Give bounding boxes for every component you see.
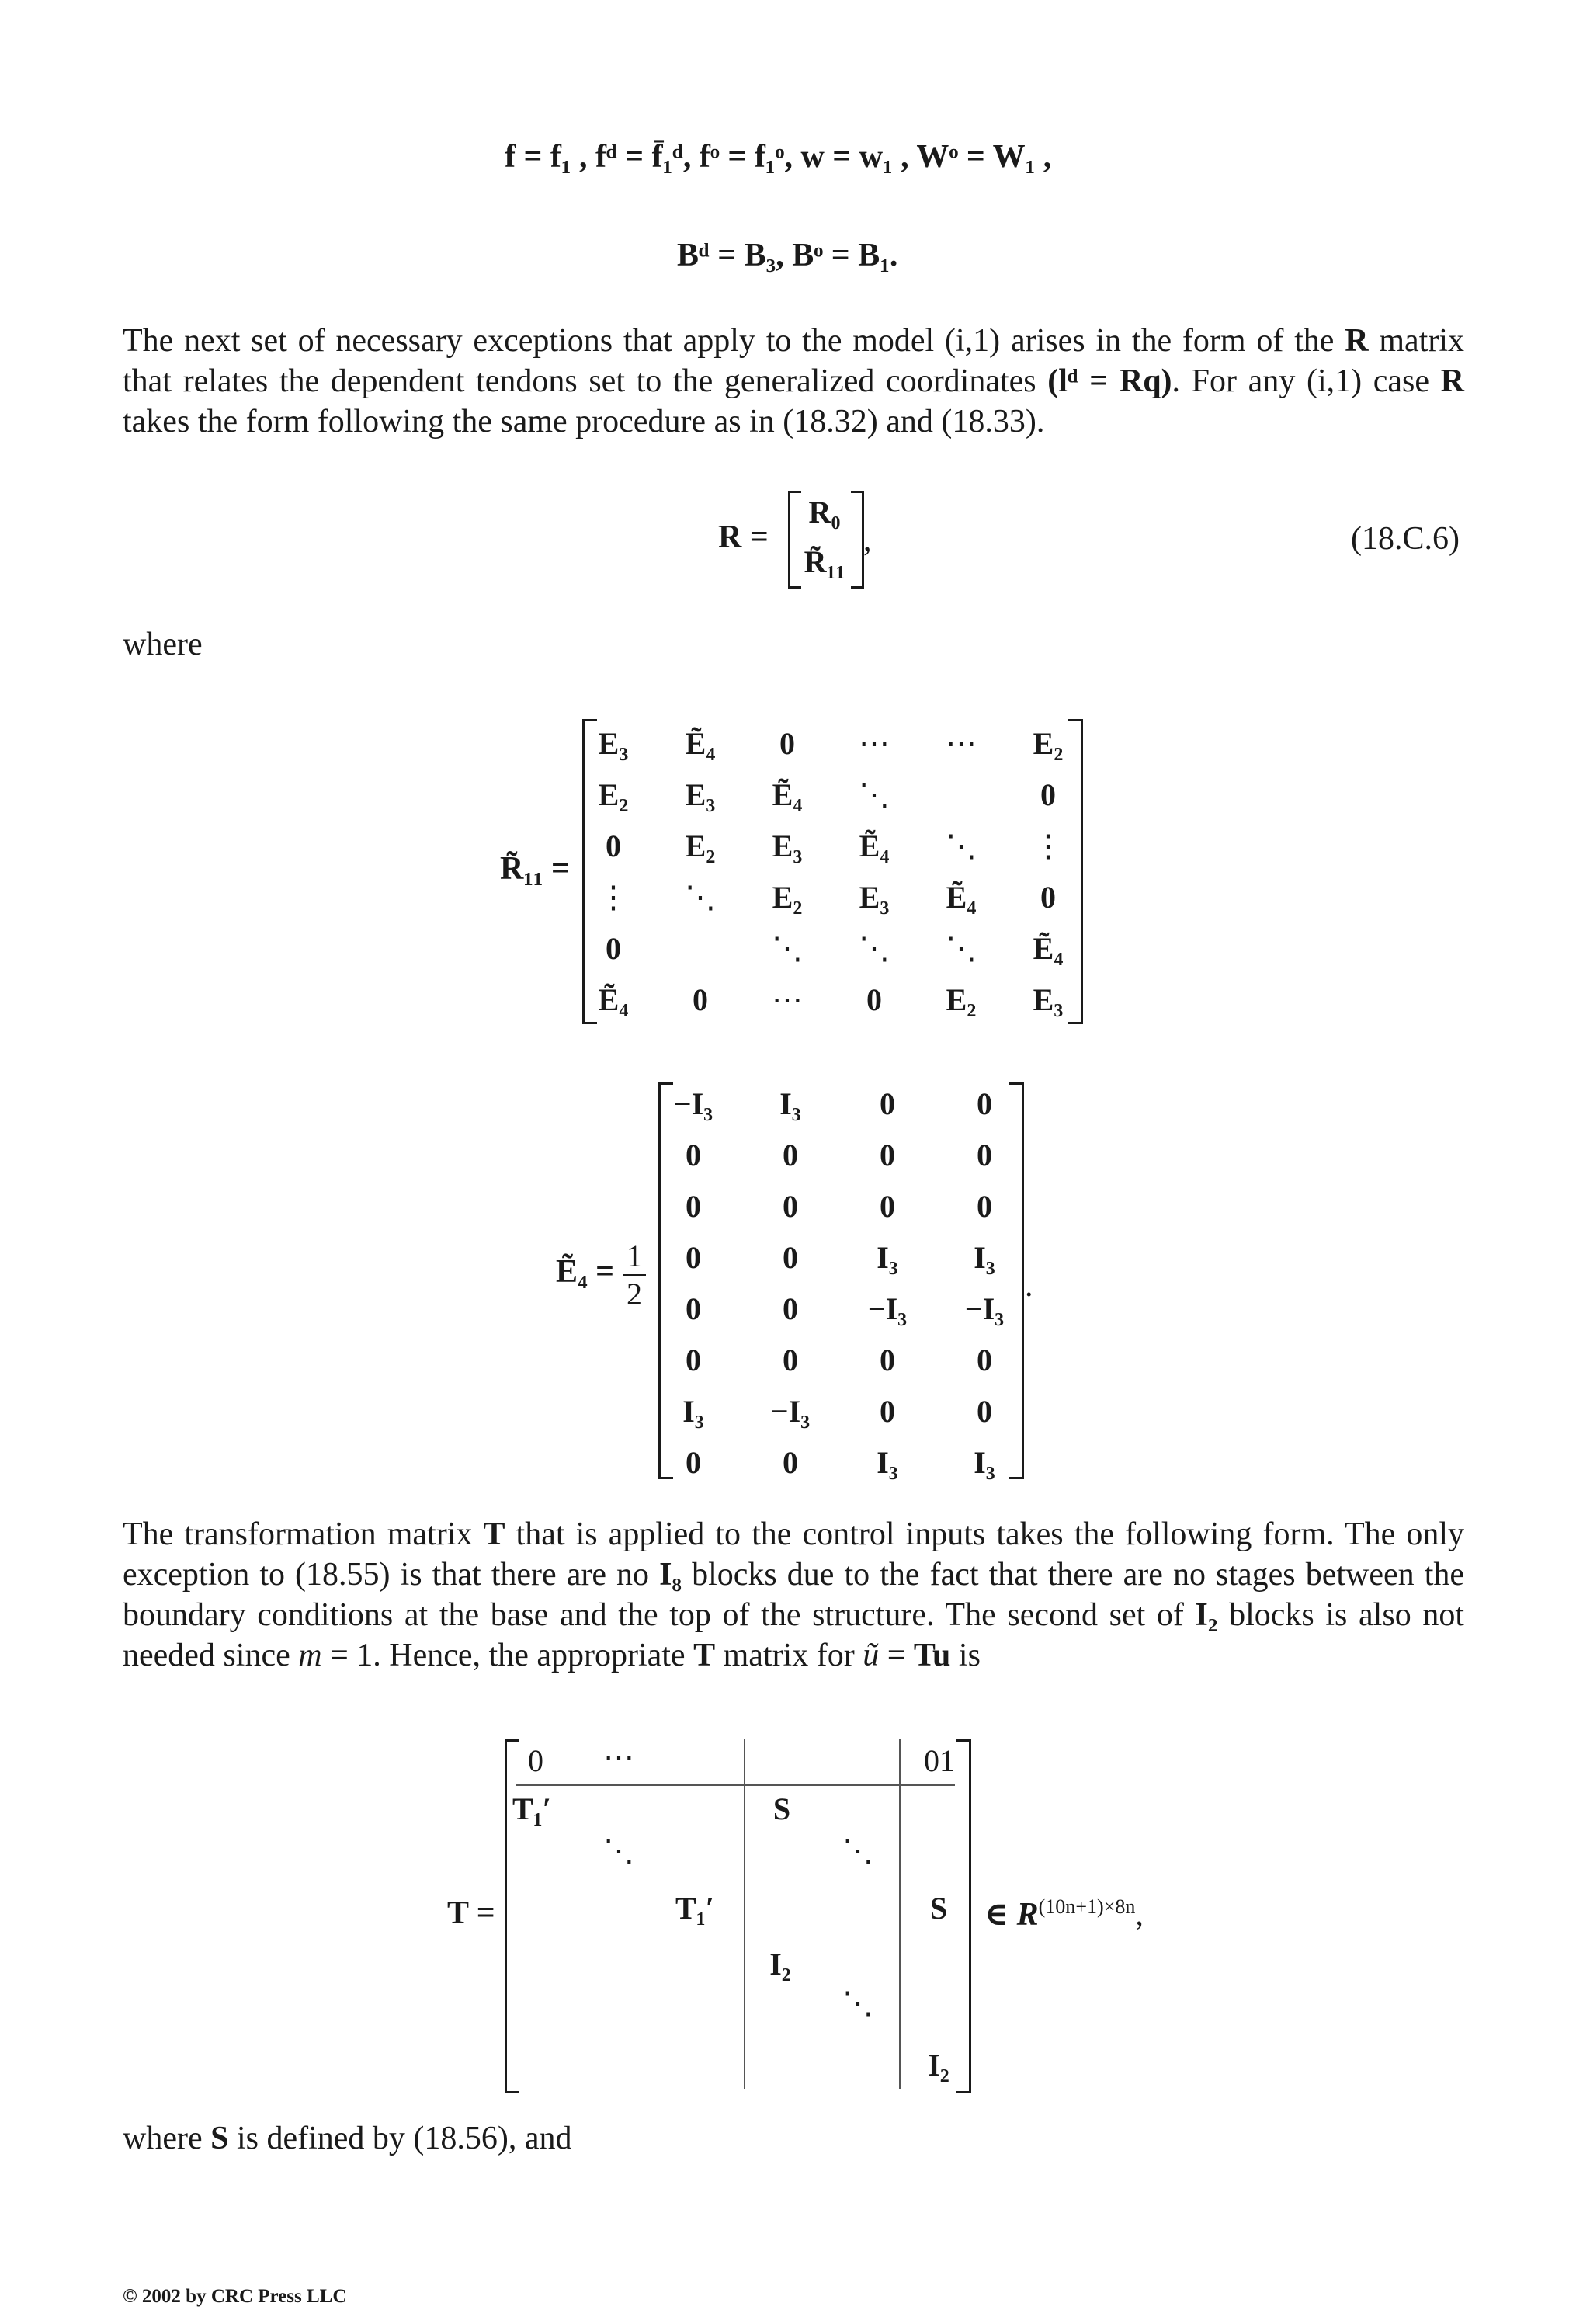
r11-cell: 0	[866, 982, 882, 1017]
r-bracket-right	[851, 491, 864, 589]
r11-cell: E₂	[598, 777, 629, 812]
r11-cell: ⋯	[772, 982, 803, 1017]
e4-cell: 0	[880, 1343, 895, 1377]
r-bottom: R̃₁₁	[804, 544, 845, 579]
equation-assignments: f = f₁ , fᵈ = f̄₁ᵈ, fᵒ = f₁ᵒ, w = w₁ , Wᵒ = W₁ ,	[505, 139, 1052, 175]
r11-cell: ⋯	[859, 726, 890, 761]
e4-suffix: .	[1025, 1268, 1033, 1304]
e4-cell: I₃	[877, 1240, 898, 1275]
r11-cell: ⋱	[946, 931, 977, 966]
r11-bracket-right	[1068, 719, 1083, 1024]
e4-fraction	[623, 1238, 646, 1312]
e4-cell: I₃	[877, 1445, 898, 1480]
e4-cell: −I₃	[964, 1291, 1005, 1326]
e4-bracket-right	[1009, 1082, 1024, 1479]
para-text: that is applied to the control inputs takes the following form. The only exception to (18.55) is that there are no	[123, 1516, 1464, 1593]
e4-cell: 0	[686, 1445, 701, 1480]
e4-cell: 0	[686, 1240, 701, 1275]
r-lhs: R =	[718, 519, 769, 555]
membership-symbol: ∈ R	[984, 1897, 1039, 1933]
t-bracket-right	[956, 1739, 971, 2093]
paragraph-r-matrix	[123, 321, 1464, 442]
r11-cell: ⋱	[772, 931, 803, 966]
r11-cell: ⋱	[685, 880, 716, 915]
r11-cell: E₃	[1033, 982, 1064, 1017]
bold-symbol: Tu	[913, 1638, 951, 1673]
e4-cell: 0	[686, 1343, 701, 1377]
para-text: blocks due to the fact that there are no stages between the boundary conditions at the base and the top of the structure. The second set of	[123, 1557, 1464, 1633]
r11-cell: Ẽ₄	[859, 829, 890, 863]
equation-b-assignments: Bᵈ = B₃, Bᵒ = B₁.	[677, 238, 898, 273]
r-suffix: ,	[863, 523, 872, 558]
t-i2-b: I₂	[928, 2048, 949, 2083]
e4-cell: 0	[783, 1138, 798, 1172]
para-text: matrix for	[715, 1638, 863, 1673]
r-top: R₀	[808, 495, 841, 530]
r11-cell: E₃	[598, 726, 629, 761]
para-text: The next set of necessary exceptions that apply to the model (i,1) arises in the form of the	[123, 323, 1345, 359]
t-divider-vertical-2	[899, 1739, 901, 2089]
e4-cell: 0	[783, 1343, 798, 1377]
t-ddots-1: ⋱	[603, 1833, 634, 1868]
t-divider-horizontal	[516, 1784, 955, 1786]
r11-cell: 0	[1040, 777, 1056, 812]
e4-cell: 0	[783, 1445, 798, 1480]
r11-cell: E₃	[685, 777, 716, 812]
r11-cell: E₂	[685, 829, 716, 863]
r11-cell: ⋮	[598, 880, 629, 915]
e4-cell: 0	[783, 1240, 798, 1275]
t-t1-b: T₁′	[675, 1891, 714, 1926]
r11-cell: ⋱	[946, 829, 977, 863]
para-text: = 1. Hence, the appropriate	[321, 1638, 694, 1673]
equation-number: (18.C.6)	[1351, 521, 1460, 557]
e4-cell: −I₃	[673, 1086, 713, 1121]
e4-cell: 0	[977, 1138, 992, 1172]
e4-cell: 0	[880, 1394, 895, 1429]
r11-cell: E₂	[772, 880, 803, 915]
para-text: where	[123, 2121, 211, 2156]
para-text: is	[950, 1638, 981, 1673]
e4-cell: 0	[977, 1086, 992, 1121]
r11-cell: 0	[693, 982, 708, 1017]
r11-cell: ⋯	[946, 726, 977, 761]
e4-lhs: Ẽ₄ =	[556, 1254, 615, 1290]
t-s-1: S	[772, 1791, 791, 1826]
r11-cell: 0	[1040, 880, 1056, 915]
r11-cell: ⋮	[1033, 829, 1064, 863]
italic-symbol: ũ	[863, 1638, 880, 1673]
r11-cell: E₂	[1033, 726, 1064, 761]
t-hdots: ⋯	[603, 1740, 634, 1775]
e4-cell: 0	[977, 1189, 992, 1224]
e4-cell: 0	[880, 1086, 895, 1121]
para-text: blocks is also not needed since	[123, 1597, 1464, 1673]
t-i2-a: I₂	[769, 1947, 791, 1982]
inline-equation: (lᵈ = Rq)	[1047, 363, 1172, 399]
t-suffix: ,	[1135, 1897, 1144, 1933]
copyright-footer: © 2002 by CRC Press LLC	[123, 2286, 347, 2307]
r11-cell: E₃	[859, 880, 890, 915]
t-01: 01	[924, 1743, 955, 1778]
r11-cell: Ẽ₄	[946, 880, 977, 915]
e4-bracket-left	[658, 1082, 673, 1479]
e4-cell: 0	[686, 1138, 701, 1172]
e4-cell: 0	[686, 1291, 701, 1326]
e4-cell: −I₃	[867, 1291, 908, 1326]
e4-cell: −I₃	[770, 1394, 811, 1429]
r11-cell: Ẽ₄	[685, 726, 716, 761]
t-ddots-3: ⋱	[842, 1985, 873, 2020]
para-text: =	[879, 1638, 914, 1673]
t-membership	[984, 1895, 1144, 1933]
where-label: where	[123, 627, 203, 662]
fraction-numerator: 1	[627, 1238, 642, 1273]
r11-cell: ⋱	[859, 777, 890, 812]
para-text: . For any (i,1) case	[1172, 363, 1441, 399]
e4-cell: 0	[686, 1189, 701, 1224]
fraction-denominator: 2	[623, 1274, 646, 1312]
para-text: takes the form following the same procedure as in (18.32) and (18.33).	[123, 404, 1045, 439]
e4-cell: I₃	[974, 1445, 995, 1480]
e4-cell: 0	[880, 1189, 895, 1224]
bold-symbol: I₈	[659, 1557, 682, 1593]
r11-cell: Ẽ₄	[772, 777, 803, 812]
dimension-superscript: (10n+1)×8n	[1038, 1895, 1136, 1918]
r11-cell: 0	[606, 829, 621, 863]
r11-cell: 0	[779, 726, 795, 761]
bold-symbol: T	[693, 1638, 716, 1673]
r11-cell: Ẽ₄	[1033, 931, 1064, 966]
t-s-2: S	[929, 1891, 948, 1926]
r11-cell: Ẽ₄	[598, 982, 629, 1017]
r11-cell: 0	[606, 931, 621, 966]
t-zero: 0	[528, 1743, 543, 1778]
bold-symbol: R	[1440, 363, 1464, 399]
e4-cell: I₃	[779, 1086, 801, 1121]
para-text: The transformation matrix	[123, 1516, 484, 1552]
e4-cell: 0	[880, 1138, 895, 1172]
t-t1-a: T₁′	[512, 1791, 551, 1826]
t-ddots-2: ⋱	[842, 1833, 873, 1868]
t-divider-vertical-1	[744, 1739, 745, 2089]
bold-symbol: I₂	[1195, 1597, 1218, 1633]
where-s-line	[123, 2120, 572, 2157]
r11-bracket-left	[582, 719, 597, 1024]
para-text: is defined by (18.56), and	[228, 2121, 572, 2156]
r11-cell: E₂	[946, 982, 977, 1017]
r11-cell: ⋱	[859, 931, 890, 966]
e4-cell: I₃	[974, 1240, 995, 1275]
r11-lhs: R̃₁₁ =	[500, 851, 570, 887]
r-bracket-left	[788, 491, 801, 589]
paragraph-transformation	[123, 1514, 1464, 1676]
r11-cell: E₃	[772, 829, 803, 863]
t-lhs: T =	[447, 1895, 495, 1931]
bold-symbol: T	[483, 1516, 505, 1552]
e4-cell: I₃	[682, 1394, 704, 1429]
italic-symbol: m	[298, 1638, 322, 1673]
bold-symbol: R	[1345, 323, 1369, 359]
bold-symbol: S	[210, 2121, 229, 2156]
para-text: matrix that relates the dependent tendons set to the generalized coordinates	[123, 323, 1464, 399]
e4-cell: 0	[977, 1343, 992, 1377]
e4-cell: 0	[783, 1291, 798, 1326]
e4-cell: 0	[977, 1394, 992, 1429]
e4-cell: 0	[783, 1189, 798, 1224]
